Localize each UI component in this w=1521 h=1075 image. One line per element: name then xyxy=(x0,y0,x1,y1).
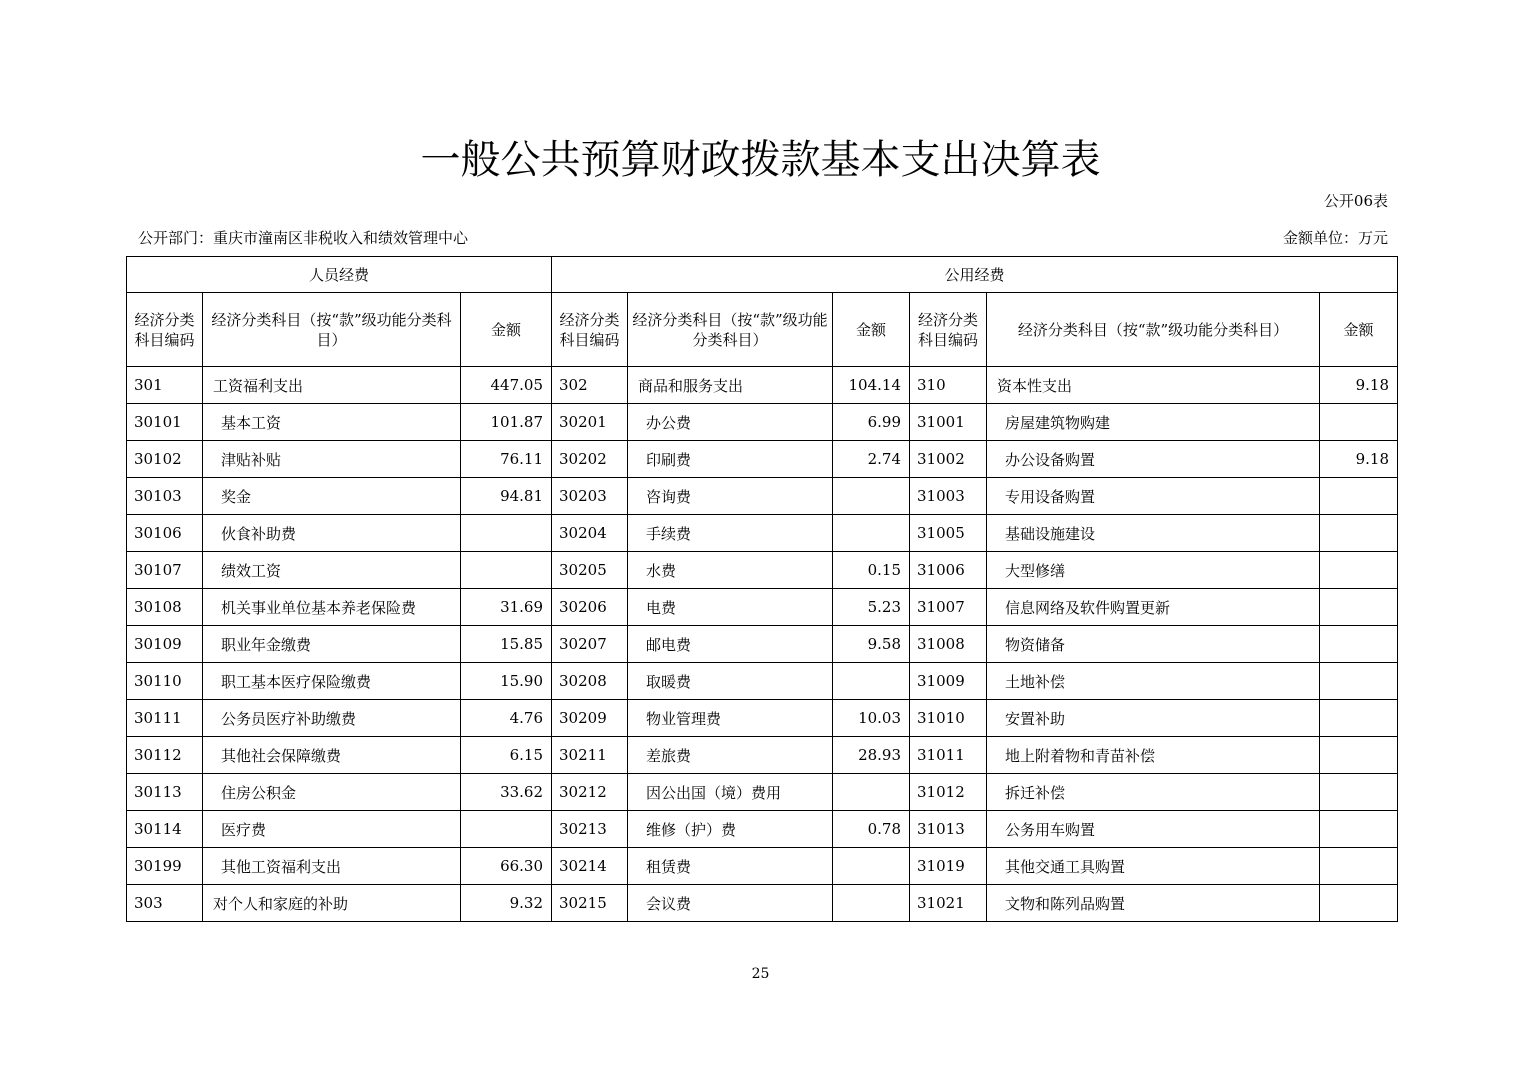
amount-cell: 9.18 xyxy=(1320,441,1398,478)
column-header-row xyxy=(127,293,1398,367)
amount-cell xyxy=(1320,589,1398,626)
code-cell: 31021 xyxy=(910,885,987,922)
code-cell: 31011 xyxy=(910,737,987,774)
amount-cell: 15.90 xyxy=(461,663,552,700)
table-row xyxy=(127,626,1398,663)
subject-cell: 基本工资 xyxy=(203,404,461,441)
subject-cell: 咨询费 xyxy=(628,478,833,515)
page-title: 一般公共预算财政拨款基本支出决算表 xyxy=(420,137,1101,183)
amount-header: 金额 xyxy=(1320,293,1398,367)
subject-cell: 信息网络及软件购置更新 xyxy=(987,589,1320,626)
table-row xyxy=(127,367,1398,404)
code-cell: 31010 xyxy=(910,700,987,737)
table-row xyxy=(127,515,1398,552)
subject-cell: 办公设备购置 xyxy=(987,441,1320,478)
amount-cell xyxy=(1320,737,1398,774)
code-cell: 30206 xyxy=(552,589,628,626)
subject-cell: 会议费 xyxy=(628,885,833,922)
amount-cell xyxy=(1320,700,1398,737)
code-cell: 30108 xyxy=(127,589,203,626)
code-cell: 31007 xyxy=(910,589,987,626)
subject-header: 经济分类科目（按“款”级功能分类科目） xyxy=(987,293,1320,367)
code-cell: 31005 xyxy=(910,515,987,552)
subject-cell: 印刷费 xyxy=(628,441,833,478)
amount-cell: 0.78 xyxy=(833,811,910,848)
subject-cell: 对个人和家庭的补助 xyxy=(203,885,461,922)
table-row xyxy=(127,811,1398,848)
amount-cell xyxy=(461,515,552,552)
table-row xyxy=(127,478,1398,515)
code-cell: 30103 xyxy=(127,478,203,515)
amount-cell xyxy=(833,885,910,922)
subject-cell: 手续费 xyxy=(628,515,833,552)
code-cell: 302 xyxy=(552,367,628,404)
code-cell: 30111 xyxy=(127,700,203,737)
amount-cell: 33.62 xyxy=(461,774,552,811)
code-header: 经济分类科目编码 xyxy=(910,293,987,367)
amount-cell xyxy=(833,848,910,885)
code-header: 经济分类科目编码 xyxy=(552,293,628,367)
subject-cell: 拆迁补偿 xyxy=(987,774,1320,811)
subject-cell: 奖金 xyxy=(203,478,461,515)
amount-cell: 76.11 xyxy=(461,441,552,478)
subject-cell: 物业管理费 xyxy=(628,700,833,737)
subject-cell: 电费 xyxy=(628,589,833,626)
subject-cell: 维修（护）费 xyxy=(628,811,833,848)
amount-cell xyxy=(1320,663,1398,700)
amount-cell xyxy=(1320,885,1398,922)
subject-cell: 伙食补助费 xyxy=(203,515,461,552)
code-cell: 30201 xyxy=(552,404,628,441)
page-number: 25 xyxy=(751,966,770,982)
code-cell: 30110 xyxy=(127,663,203,700)
subject-cell: 住房公积金 xyxy=(203,774,461,811)
code-cell: 303 xyxy=(127,885,203,922)
public-expense-header: 公用经费 xyxy=(552,257,1398,293)
code-cell: 30215 xyxy=(552,885,628,922)
amount-cell: 0.15 xyxy=(833,552,910,589)
code-cell: 30202 xyxy=(552,441,628,478)
subject-cell: 租赁费 xyxy=(628,848,833,885)
table-row xyxy=(127,589,1398,626)
department-label: 公开部门：重庆市潼南区非税收入和绩效管理中心 xyxy=(138,229,469,247)
code-cell: 30205 xyxy=(552,552,628,589)
amount-cell: 31.69 xyxy=(461,589,552,626)
code-cell: 30208 xyxy=(552,663,628,700)
subject-cell: 其他社会保障缴费 xyxy=(203,737,461,774)
table-row xyxy=(127,885,1398,922)
table-row xyxy=(127,848,1398,885)
subject-cell: 物资储备 xyxy=(987,626,1320,663)
subject-cell: 水费 xyxy=(628,552,833,589)
subject-cell: 机关事业单位基本养老保险费 xyxy=(203,589,461,626)
amount-cell: 9.32 xyxy=(461,885,552,922)
amount-cell: 28.93 xyxy=(833,737,910,774)
table-row xyxy=(127,774,1398,811)
code-cell: 30212 xyxy=(552,774,628,811)
code-cell: 30209 xyxy=(552,700,628,737)
amount-header: 金额 xyxy=(461,293,552,367)
subject-cell: 文物和陈列品购置 xyxy=(987,885,1320,922)
amount-cell: 6.15 xyxy=(461,737,552,774)
amount-header: 金额 xyxy=(833,293,910,367)
amount-cell xyxy=(833,663,910,700)
code-cell: 30211 xyxy=(552,737,628,774)
subject-cell: 取暖费 xyxy=(628,663,833,700)
personnel-expense-header: 人员经费 xyxy=(127,257,552,293)
code-cell: 30109 xyxy=(127,626,203,663)
amount-cell xyxy=(1320,774,1398,811)
amount-cell: 9.58 xyxy=(833,626,910,663)
table-row xyxy=(127,737,1398,774)
amount-cell xyxy=(461,811,552,848)
table-row xyxy=(127,700,1398,737)
code-cell: 31013 xyxy=(910,811,987,848)
code-cell: 30114 xyxy=(127,811,203,848)
subject-cell: 大型修缮 xyxy=(987,552,1320,589)
expenditure-table xyxy=(126,256,1398,922)
code-cell: 31006 xyxy=(910,552,987,589)
code-cell: 30199 xyxy=(127,848,203,885)
amount-cell xyxy=(833,774,910,811)
code-cell: 30214 xyxy=(552,848,628,885)
amount-cell: 104.14 xyxy=(833,367,910,404)
amount-cell: 2.74 xyxy=(833,441,910,478)
subject-cell: 商品和服务支出 xyxy=(628,367,833,404)
table-row xyxy=(127,552,1398,589)
amount-cell xyxy=(1320,478,1398,515)
code-cell: 30112 xyxy=(127,737,203,774)
amount-cell xyxy=(1320,626,1398,663)
code-cell: 31003 xyxy=(910,478,987,515)
subject-cell: 资本性支出 xyxy=(987,367,1320,404)
amount-cell: 10.03 xyxy=(833,700,910,737)
code-cell: 31001 xyxy=(910,404,987,441)
subject-cell: 土地补偿 xyxy=(987,663,1320,700)
code-cell: 31008 xyxy=(910,626,987,663)
amount-cell: 94.81 xyxy=(461,478,552,515)
amount-cell xyxy=(833,478,910,515)
code-cell: 30107 xyxy=(127,552,203,589)
code-cell: 30213 xyxy=(552,811,628,848)
subject-cell: 其他交通工具购置 xyxy=(987,848,1320,885)
code-cell: 31019 xyxy=(910,848,987,885)
amount-unit-label: 金额单位：万元 xyxy=(1282,229,1388,247)
code-cell: 30207 xyxy=(552,626,628,663)
code-cell: 31009 xyxy=(910,663,987,700)
subject-cell: 邮电费 xyxy=(628,626,833,663)
code-cell: 30204 xyxy=(552,515,628,552)
subject-cell: 工资福利支出 xyxy=(203,367,461,404)
subject-cell: 公务用车购置 xyxy=(987,811,1320,848)
code-cell: 30106 xyxy=(127,515,203,552)
amount-cell xyxy=(461,552,552,589)
table-row xyxy=(127,404,1398,441)
subject-cell: 安置补助 xyxy=(987,700,1320,737)
amount-cell: 5.23 xyxy=(833,589,910,626)
amount-cell: 447.05 xyxy=(461,367,552,404)
code-header: 经济分类科目编码 xyxy=(127,293,203,367)
subject-cell: 专用设备购置 xyxy=(987,478,1320,515)
subject-cell: 职业年金缴费 xyxy=(203,626,461,663)
table-row xyxy=(127,663,1398,700)
code-cell: 301 xyxy=(127,367,203,404)
code-cell: 30102 xyxy=(127,441,203,478)
subject-cell: 基础设施建设 xyxy=(987,515,1320,552)
amount-cell xyxy=(1320,811,1398,848)
amount-cell: 9.18 xyxy=(1320,367,1398,404)
subject-cell: 职工基本医疗保险缴费 xyxy=(203,663,461,700)
subject-cell: 办公费 xyxy=(628,404,833,441)
amount-cell: 4.76 xyxy=(461,700,552,737)
code-cell: 31002 xyxy=(910,441,987,478)
code-cell: 30101 xyxy=(127,404,203,441)
code-cell: 30113 xyxy=(127,774,203,811)
subject-cell: 差旅费 xyxy=(628,737,833,774)
amount-cell xyxy=(1320,515,1398,552)
subject-cell: 其他工资福利支出 xyxy=(203,848,461,885)
form-number: 公开06表 xyxy=(1323,192,1388,210)
amount-cell: 6.99 xyxy=(833,404,910,441)
amount-cell: 15.85 xyxy=(461,626,552,663)
code-cell: 30203 xyxy=(552,478,628,515)
subject-cell: 医疗费 xyxy=(203,811,461,848)
amount-cell xyxy=(1320,848,1398,885)
group-header-row xyxy=(127,257,1398,293)
amount-cell xyxy=(1320,552,1398,589)
subject-cell: 津贴补贴 xyxy=(203,441,461,478)
subject-header: 经济分类科目（按“款”级功能分类科目） xyxy=(628,293,833,367)
amount-cell: 101.87 xyxy=(461,404,552,441)
table-row xyxy=(127,441,1398,478)
subject-header: 经济分类科目（按“款”级功能分类科目） xyxy=(203,293,461,367)
code-cell: 310 xyxy=(910,367,987,404)
subject-cell: 房屋建筑物购建 xyxy=(987,404,1320,441)
amount-cell xyxy=(1320,404,1398,441)
subject-cell: 因公出国（境）费用 xyxy=(628,774,833,811)
amount-cell: 66.30 xyxy=(461,848,552,885)
subject-cell: 地上附着物和青苗补偿 xyxy=(987,737,1320,774)
amount-cell xyxy=(833,515,910,552)
code-cell: 31012 xyxy=(910,774,987,811)
subject-cell: 公务员医疗补助缴费 xyxy=(203,700,461,737)
subject-cell: 绩效工资 xyxy=(203,552,461,589)
